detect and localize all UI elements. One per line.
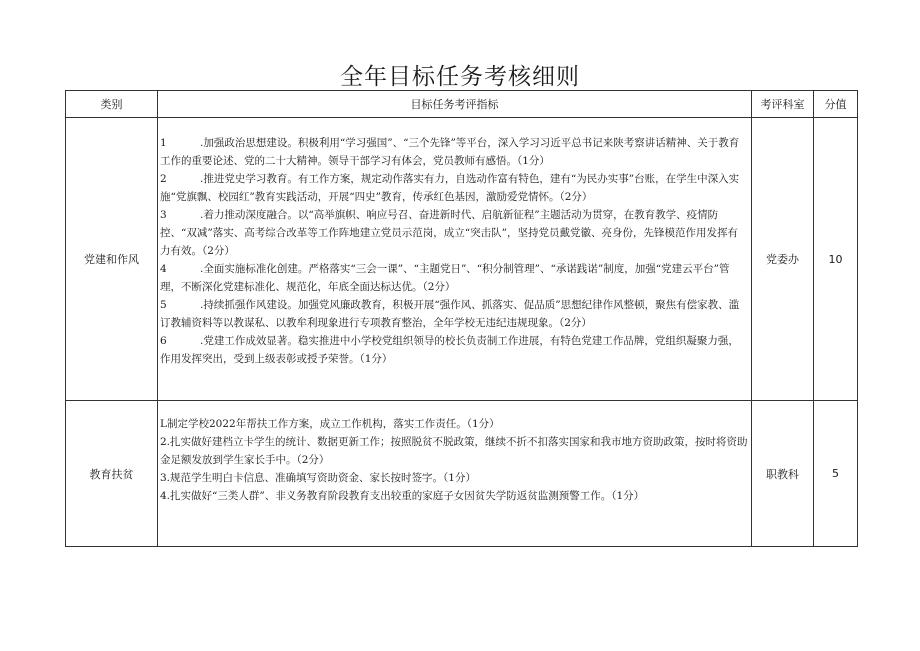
- indicator-item: [160, 487, 748, 505]
- item-text: 3.规范学生明白卡信息、准确填写资助资金、家长按时签字。（1分）: [160, 472, 476, 484]
- item-number: 5: [160, 299, 167, 311]
- item-text: .加强政治思想建设。积极利用“学习强国”、“三个先锋”等平台，深入学习习近平总书记来陕考察讲话精神、关于教育工作的重要论述、党的二十大精神。领导干部学习有体会，党员教师有感悟。（1分）: [160, 137, 740, 167]
- row-indicators: [158, 118, 752, 401]
- row-category: 教育扶贫: [66, 401, 158, 547]
- item-text: .着力推动深度融合。以“高举旗帜、响应号召、奋进新时代、启航新征程”主题活动为贯穿，在教育教学、疫情防控、“双减”落实、高考综合改革等工作阵地建立党员示范岗，成立“突击队”，坚持党员戴党徽、亮身份，先锋模范作用发挥有力有效。（2分）: [160, 209, 738, 257]
- row-score: 5: [814, 401, 858, 547]
- item-number: 1: [160, 137, 167, 149]
- row-department: 职教科: [752, 401, 814, 547]
- indicator-item: [160, 296, 748, 332]
- item-number: 6: [160, 335, 167, 347]
- header-score: 分值: [814, 91, 858, 118]
- indicator-item: [160, 332, 748, 368]
- item-number: 2: [160, 173, 167, 185]
- item-text: 4.扎实做好“三类人群”、非义务教育阶段教育支出较重的家庭子女因贫失学防返贫监测预警工作。（1分）: [160, 490, 645, 502]
- table-row: [66, 118, 858, 401]
- row-indicators: [158, 401, 752, 547]
- indicator-item: [160, 206, 748, 260]
- indicator-item: [160, 433, 748, 469]
- header-department: 考评科室: [752, 91, 814, 118]
- assessment-table: [65, 90, 858, 547]
- indicator-item: [160, 469, 748, 487]
- item-text: .推进党史学习教育。有工作方案，规定动作落实有力，自选动作富有特色，建有“为民办实事”台账，在学生中深入实施“党旗飘、校园红”教育实践活动，开展“四史”教育，传承红色基因，激励爱党情怀。（2分）: [160, 173, 740, 203]
- item-text: .党建工作成效显著。稳实推进中小学校党组织领导的校长负责制工作进展，有特色党建工作品牌，党组织凝聚力强，作用发挥突出，受到上级表彰或授予荣誉。（1分）: [160, 335, 739, 365]
- header-category: 类别: [66, 91, 158, 118]
- item-text: L制定学校2022年帮扶工作方案，成立工作机构，落实工作责任。（1分）: [160, 418, 500, 430]
- item-number: 4: [160, 263, 167, 275]
- item-text: .全面实施标准化创建。严格落实“三会一课”、“主题党日”、“积分制管理”、“承诺践诺”制度，加强“党建云平台”管理，不断深化党建标准化、规范化，年底全面达标达优。（2分）: [160, 263, 730, 293]
- indicator-item: [160, 134, 748, 170]
- row-category: 党建和作风: [66, 118, 158, 401]
- table-row: [66, 401, 858, 547]
- indicator-item: [160, 260, 748, 296]
- item-text: 2.扎实做好建档立卡学生的统计、数据更新工作；按照脱贫不脱政策，继续不折不扣落实国家和我市地方资助政策，按时将资助金足额发放到学生家长手中。（2分）: [160, 436, 748, 466]
- table-header-row: [66, 91, 858, 118]
- indicator-item: [160, 415, 748, 433]
- row-score: 10: [814, 118, 858, 401]
- header-indicators: 目标任务考评指标: [158, 91, 752, 118]
- item-text: .持续抓强作风建设。加强党风廉政教育，积极开展“强作风、抓落实、促品质”思想纪律作风整顿，聚焦有偿家教、滥订教辅资料等以教谋私、以教牟利现象进行专项教育整治，全年学校无违纪违规现象。（2分）: [160, 299, 740, 329]
- row-department: 党委办: [752, 118, 814, 401]
- indicator-item: [160, 170, 748, 206]
- item-number: 3: [160, 209, 167, 221]
- page-title: 全年目标任务考核细则: [340, 64, 580, 90]
